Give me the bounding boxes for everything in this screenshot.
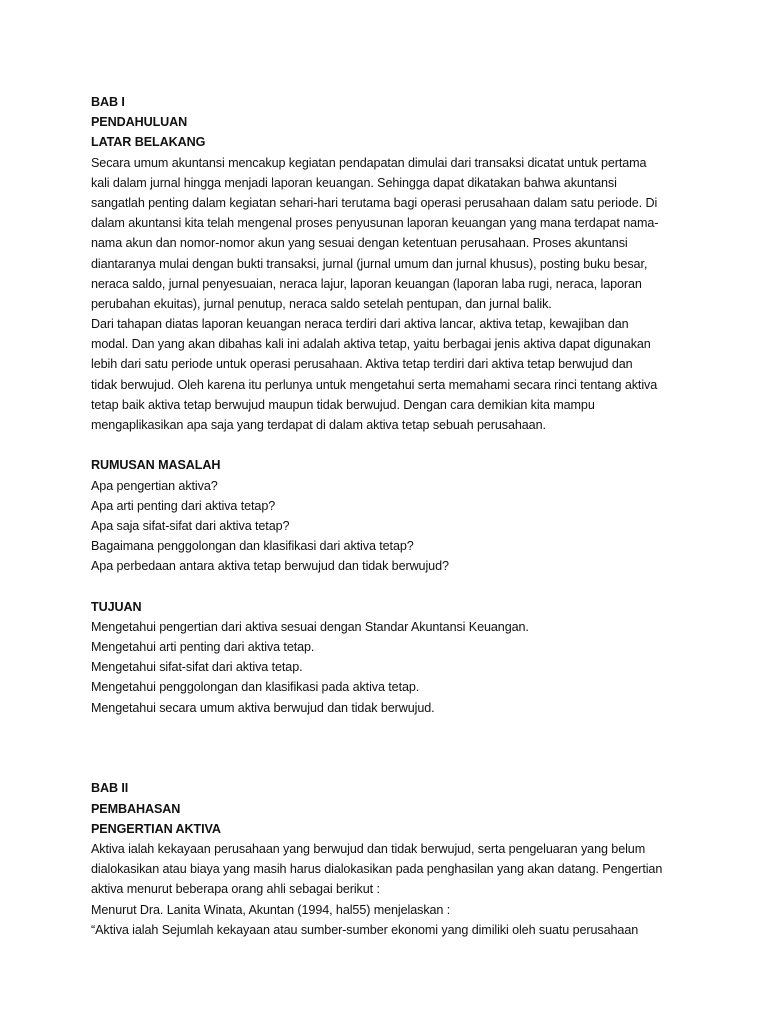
list-item: Mengetahui secara umum aktiva berwujud dan tidak berwujud. xyxy=(91,700,435,715)
chapter-heading: BAB II xyxy=(91,781,129,796)
paragraph xyxy=(91,153,708,315)
paragraph-line: “Aktiva ialah Sejumlah kekayaan atau sumber-sumber ekonomi yang dimiliki oleh suatu perusahaan xyxy=(91,922,639,937)
paragraph-line: diantaranya mulai dengan bukti transaksi, jurnal (jurnal umum dan jurnal khusus), posting buku besar, xyxy=(91,256,648,271)
section-title: PENGERTIAN AKTIVA xyxy=(91,821,221,836)
paragraph-line: dalam akuntansi kita telah mengenal proses penyusunan laporan keuangan yang mana terdapat nama- xyxy=(91,216,659,231)
paragraph-line: neraca saldo, jurnal penyesuaian, neraca lajur, laporan keuangan (laporan laba rugi, neraca, laporan xyxy=(91,276,642,291)
paragraph xyxy=(91,314,708,435)
list-item: Apa saja sifat-sifat dari aktiva tetap? xyxy=(91,518,290,533)
paragraph-line: lebih dari satu periode untuk operasi perusahaan. Aktiva tetap terdiri dari aktiva tetap berwujud dan xyxy=(91,357,633,372)
list-item: Mengetahui pengertian dari aktiva sesuai dengan Standar Akuntansi Keuangan. xyxy=(91,619,529,634)
paragraph-line: nama akun dan nomor-nomor akun yang sesuai dengan ketentuan perusahaan. Proses akuntansi xyxy=(91,236,628,251)
paragraph-line: mengaplikasikan apa saja yang terdapat di dalam aktiva tetap sebuah perusahaan. xyxy=(91,418,546,432)
question-list xyxy=(91,476,708,577)
spacer xyxy=(91,718,708,779)
paragraph-line: Secara umum akuntansi mencakup kegiatan pendapatan dimulai dari transaksi dicatat untuk pertama xyxy=(91,155,647,170)
paragraph-line: aktiva menurut beberapa orang ahli sebagai berikut : xyxy=(91,882,380,897)
chapter-title: PEMBAHASAN xyxy=(91,801,181,816)
paragraph-line: Aktiva ialah kekayaan perusahaan yang berwujud dan tidak berwujud, serta pengeluaran yang belum xyxy=(91,841,646,856)
chapter-heading: BAB I xyxy=(91,95,125,109)
list-item: Apa arti penting dari aktiva tetap? xyxy=(91,498,276,513)
paragraph-line: perubahan ekuitas), jurnal penutup, neraca saldo setelah pentupan, dan jurnal balik. xyxy=(91,296,552,311)
section-title: LATAR BELAKANG xyxy=(91,135,206,150)
paragraph-line: Menurut Dra. Lanita Winata, Akuntan (1994, hal55) menjelaskan : xyxy=(91,902,451,917)
paragraph-line: tetap baik aktiva tetap berwujud maupun tidak berwujud. Dengan cara demikian kita mampu xyxy=(91,397,595,412)
paragraph-line: tidak berwujud. Oleh karena itu perlunya untuk mengetahui serta memahami secara rinci tentang aktiva xyxy=(91,377,658,392)
list-item: Apa pengertian aktiva? xyxy=(91,478,218,493)
paragraph-line: modal. Dan yang akan dibahas kali ini adalah aktiva tetap, yaitu berbagai jenis aktiva dapat digunakan xyxy=(91,337,651,352)
section-title: TUJUAN xyxy=(91,599,142,614)
chapter-title: PENDAHULUAN xyxy=(91,115,188,130)
paragraph-line: Dari tahapan diatas laporan keuangan neraca terdiri dari aktiva lancar, aktiva tetap, kewajiban dan xyxy=(91,317,629,332)
paragraph-line: kali dalam jurnal hingga menjadi laporan keuangan. Sehingga dapat dikatakan bahwa akuntansi xyxy=(91,175,617,190)
spacer xyxy=(91,577,708,597)
spacer xyxy=(91,435,708,455)
list-item: Mengetahui penggolongan dan klasifikasi pada aktiva tetap. xyxy=(91,680,420,695)
list-item: Mengetahui sifat-sifat dari aktiva tetap. xyxy=(91,660,303,675)
list-item: Mengetahui arti penting dari aktiva tetap. xyxy=(91,640,315,655)
list-item: Apa perbedaan antara aktiva tetap berwujud dan tidak berwujud? xyxy=(91,559,449,574)
list-item: Bagaimana penggolongan dan klasifikasi dari aktiva tetap? xyxy=(91,539,414,554)
paragraph-line: dialokasikan atau biaya yang masih harus dialokasikan pada penghasilan yang akan datang. Pengertian xyxy=(91,862,663,877)
objective-list xyxy=(91,617,708,718)
paragraph-line: sangatlah penting dalam kegiatan sehari-hari terutama bagi operasi perusahaan dalam satu periode. Di xyxy=(91,195,658,210)
section-title: RUMUSAN MASALAH xyxy=(91,458,221,473)
paragraph xyxy=(91,839,708,940)
